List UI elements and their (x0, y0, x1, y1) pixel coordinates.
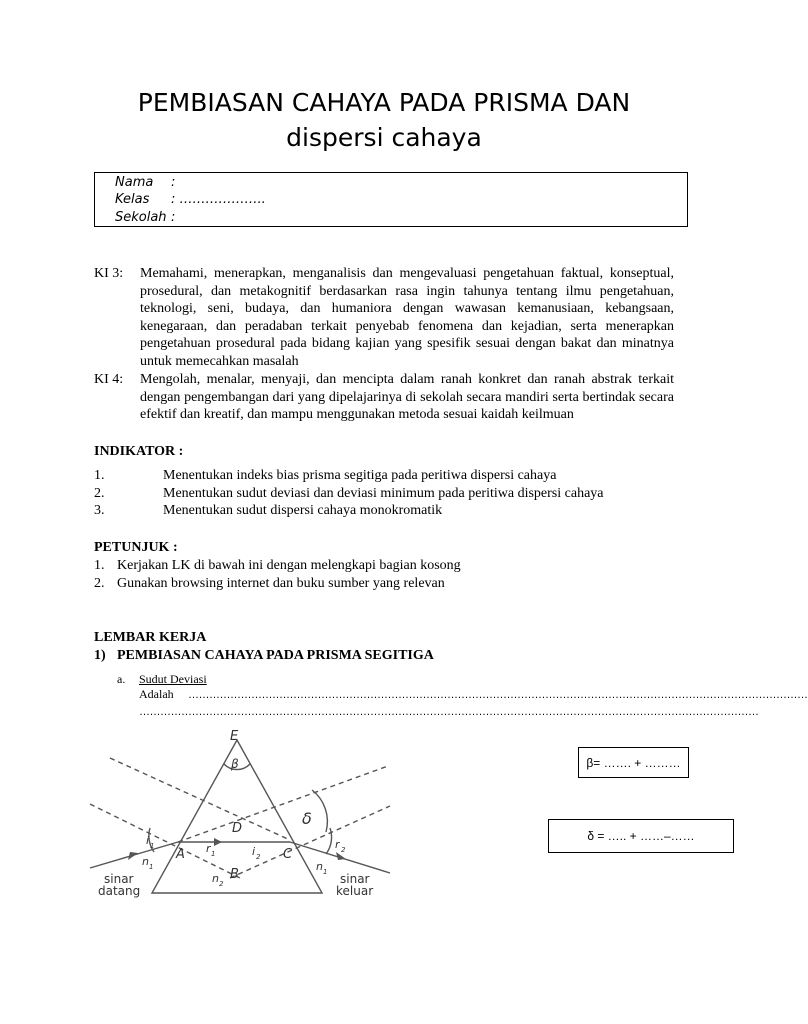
delta-arc (312, 790, 327, 832)
label-i2: i (252, 845, 256, 858)
ki-4-block (94, 371, 674, 424)
label-i2-sub: 2 (256, 853, 261, 861)
identity-row-sekolah (115, 210, 175, 225)
label-r1-sub: 1 (211, 850, 216, 858)
label-C: C (283, 847, 293, 862)
ki-code: KI 4: (94, 372, 124, 387)
indikator-num: 1. (94, 468, 105, 483)
label-sinar-keluar-1: sinar (340, 872, 370, 886)
label-sinar-datang-1: sinar (104, 872, 134, 886)
ki-code: KI 3: (94, 266, 124, 281)
label-i1-sub: 1 (150, 842, 155, 850)
label-B: B (230, 867, 239, 882)
identity-row-nama (115, 175, 175, 190)
label-A: A (176, 847, 185, 862)
indikator-heading: INDIKATOR : (94, 444, 184, 459)
label-n1-left-sub: 1 (149, 863, 154, 871)
identity-value[interactable]: : (171, 210, 176, 225)
label-n2-sub: 2 (219, 880, 224, 888)
ki-text: Memahami, menerapkan, menganalisis dan mengevaluasi pengetahuan faktual, konseptual, prosedural, dan metakognitif berdasarkan rasa ingin tahunya tentang ilmu pengetahuan, teknologi, seni, budaya, dan humaniora dengan wawasan kemanusiaan, kebangsaan, kenegaraan, dan peradaban terkait penyebab fenomena dan kejadian, serta menerapkan pengetahuan prosedural pada bidang kajian yang spesifik sesuai dengan bakat dan minatnya untuk memecahkan masalah (140, 266, 674, 369)
petunjuk-item: Kerjakan LK di bawah ini dengan melengkapi bagian kosong (117, 558, 461, 573)
page-title-line-1: PEMBIASAN CAHAYA PADA PRISMA DAN (137, 88, 631, 117)
r2-arc (326, 828, 332, 854)
identity-box (94, 172, 688, 227)
adalah-label: Adalah (139, 687, 174, 701)
label-sinar-datang-2: datang (98, 884, 141, 898)
label-beta: β (231, 757, 239, 771)
identity-label: Nama (115, 175, 154, 190)
arrow-incident (128, 852, 138, 860)
delta-formula-box[interactable] (548, 819, 734, 853)
lembar-heading: LEMBAR KERJA (94, 630, 207, 645)
prism-lines (90, 740, 390, 893)
petunjuk-num: 2. (94, 576, 105, 591)
page-title-line-2: dispersi cahaya (286, 123, 482, 152)
label-r1: r (206, 842, 211, 855)
indikator-item: Menentukan indeks bias prisma segitiga pada peritiwa dispersi cahaya (163, 468, 557, 483)
section-title: PEMBIASAN CAHAYA PADA PRISMA SEGITIGA (117, 648, 434, 663)
identity-value[interactable]: : ……………….. (171, 192, 266, 207)
indikator-num: 3. (94, 503, 105, 518)
label-sinar-keluar-2: keluar (336, 884, 374, 898)
label-n1-left: n (142, 855, 149, 868)
petunjuk-heading: PETUNJUK : (94, 540, 178, 555)
sub-title: Sudut Deviasi (139, 672, 207, 686)
answer-line-2[interactable]: …………………………………………………………………………………………………………………………………………………………… (139, 706, 759, 718)
extended-emerging-line (110, 758, 290, 840)
label-delta: δ (302, 809, 312, 828)
identity-row-kelas (115, 192, 266, 207)
label-r2-sub: 2 (341, 846, 346, 854)
identity-label: Kelas (115, 192, 150, 207)
petunjuk-num: 1. (94, 558, 105, 573)
beta-formula-box[interactable] (578, 747, 689, 778)
label-E: E (230, 729, 239, 744)
identity-value[interactable]: : (171, 175, 176, 190)
petunjuk-item: Gunakan browsing internet dan buku sumber yang relevan (117, 576, 445, 591)
indikator-item: Menentukan sudut dispersi cahaya monokromatik (163, 503, 443, 518)
prism-diagram (90, 728, 390, 898)
indikator-item: Menentukan sudut deviasi dan deviasi minimum pada peritiwa dispersi cahaya (163, 486, 604, 501)
ki-text: Mengolah, menalar, menyaji, dan mencipta dalam ranah konkret dan ranah abstrak terkait dengan pengembangan dari yang dipelajarinya di sekolah secara mandiri serta bertindak secara efektif dan kreatif, dan mampu menggunakan metoda sesuai kaidah keilmuan (140, 372, 674, 422)
section-number: 1) (94, 648, 106, 663)
label-n1-right: n (316, 860, 323, 873)
beta-formula: β= ……. + ……… (586, 755, 681, 770)
identity-label: Sekolah (115, 210, 167, 225)
ki-3-block (94, 265, 674, 370)
label-D: D (232, 821, 243, 836)
label-n1-right-sub: 1 (323, 868, 328, 876)
sub-letter: a. (117, 672, 126, 686)
label-n2: n (212, 872, 219, 885)
arrow-refracted (214, 838, 222, 846)
label-i1: i (146, 834, 150, 847)
indikator-num: 2. (94, 486, 105, 501)
delta-formula: δ = ….. + ……–…… (587, 829, 695, 843)
label-r2: r (335, 838, 340, 851)
answer-line-1[interactable]: …………………………………………………………………………………………………………………………………………………………… (188, 689, 808, 701)
